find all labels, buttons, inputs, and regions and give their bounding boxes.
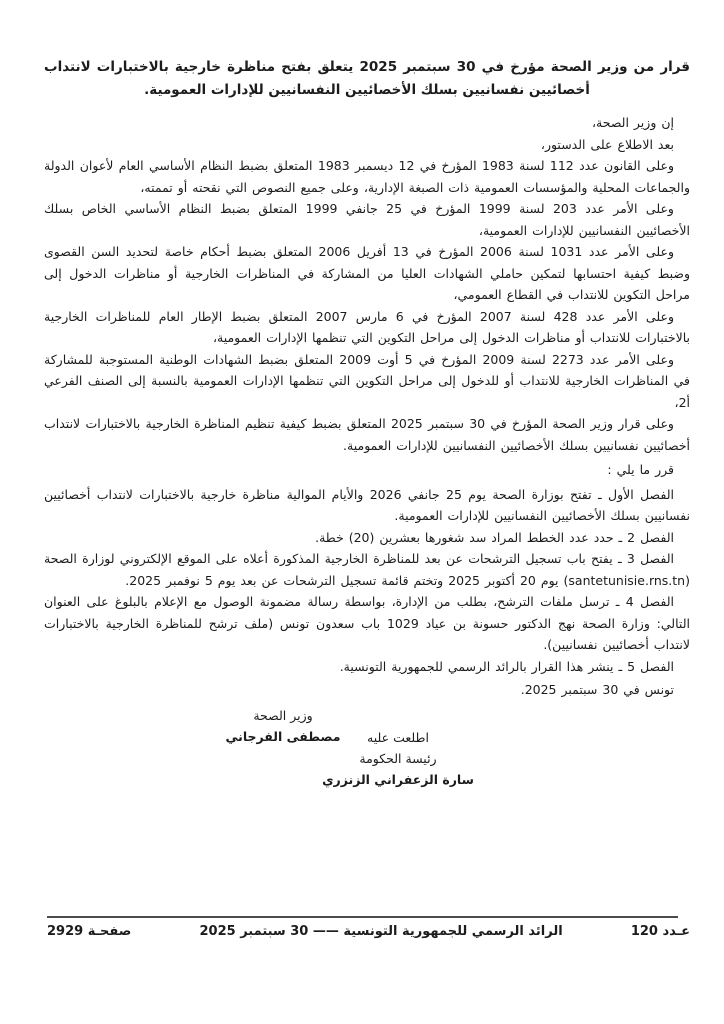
article-5: الفصل 5 ـ ينشر هذا القرار بالرائد الرسمي للجمهورية التونسية. bbox=[339, 658, 674, 674]
head-of-government-name: سارة الزعفراني الزنزري bbox=[322, 771, 474, 787]
article-3: الفصل 3 ـ يفتح باب تسجيل الترشحات عن بعد للمناظرة الخارجية المذكورة أعلاه على الموقع الإلكتروني لوزارة الصحة (santetunisie.rns.tn) يوم 20 أكتوبر 2025 وتختم قائمة تسجيل الترشحات عن بعد يوم 5 نوفمبر 2025. bbox=[44, 551, 690, 588]
page-number: صفحـة 2929 bbox=[47, 924, 132, 939]
decree-title: قرار من وزير الصحة مؤرخ في 30 سبتمبر 2025 يتعلق بفتح مناظرة خارجية بالاختبارات لانتداب أخصائيين نفسانيين بسلك الأخصائيين النفسانيين للإدارات العمومية. bbox=[44, 59, 690, 98]
preamble-minister-decision-2025: وعلى قرار وزير الصحة المؤرخ في 30 سبتمبر 2025 المتعلق بضبط كيفية تنظيم المناظرة الخارجية بالاختبارات لانتداب أخصائيين نفسانيين بسلك الأخصائيين النفسانيين للإدارات العمومية. bbox=[44, 416, 690, 453]
article-2: الفصل 2 ـ حدد عدد الخطط المراد سد شغورها بعشرين (20) خطة. bbox=[315, 529, 674, 545]
journal-title-date: الرائد الرسمي للجمهورية التونسية —— 30 سبتمبر 2025 bbox=[199, 924, 563, 939]
issue-number: عـدد 120 bbox=[630, 924, 690, 939]
footer-divider bbox=[47, 916, 678, 918]
article-1: الفصل الأول ـ تفتح بوزارة الصحة يوم 25 جانفي 2026 والأيام الموالية مناظرة خارجية بالاختبارات لانتداب أخصائيين نفسانيين بسلك الأخصائيين النفسانيين للإدارات العمومية. bbox=[44, 486, 690, 523]
decree-declaration: قرر ما يلي : bbox=[607, 462, 674, 477]
head-of-government-title: رئيسة الحكومة bbox=[359, 750, 437, 766]
preamble-order-428-2007: وعلى الأمر عدد 428 لسنة 2007 المؤرخ في 6 مارس 2007 المتعلق بضبط الإطار العام للمناظرات الخارجية بالاختبارات للانتداب أو مناظرات الدخول إلى مراحل التكوين التي تنظمها الإدارات العمومية، bbox=[44, 308, 690, 345]
decree-document bbox=[44, 56, 690, 797]
minister-name: مصطفى الفرجاني bbox=[225, 728, 341, 744]
head-of-government-signature bbox=[308, 727, 488, 790]
preamble-order-1031-2006: وعلى الأمر عدد 1031 لسنة 2006 المؤرخ في 13 أفريل 2006 المتعلق بضبط أحكام خاصة لتحديد السن القصوى وضبط كيفية احتسابها لتمكين حاملي الشهادات العليا من المشاركة في المناظرات الخارجية أو مناظرات الدخول إلى مراحل التكوين للانتداب في القطاع العمومي، bbox=[44, 244, 690, 302]
intro-constitution-line: بعد الاطلاع على الدستور، bbox=[540, 136, 674, 152]
article-4: الفصل 4 ـ ترسل ملفات الترشح، بطلب من الإدارة، بواسطة رسالة مضمونة الوصول مع الإعلام بالبلوغ على العنوان التالي: وزارة الصحة نهج الدكتور حسونة بن عياد 1029 باب سعدون تونس (ملف ترشح للمناظرة الخارجية بالاختبارات لانتداب أخصائيين نفسانيين). bbox=[44, 594, 690, 652]
preamble-law-112-1983: وعلى القانون عدد 112 لسنة 1983 المؤرخ في 12 ديسمبر 1983 المتعلق بضبط النظام الأساسي العام لأعوان الدولة والجماعات المحلية والمؤسسات العمومية ذات الصبغة الإدارية، وعلى جميع النصوص التي نقحته أو تممته، bbox=[44, 158, 690, 195]
place-date-line: تونس في 30 سبتمبر 2025. bbox=[520, 682, 674, 697]
footer-row bbox=[34, 924, 690, 939]
preamble-order-203-1999: وعلى الأمر عدد 203 لسنة 1999 المؤرخ في 25 جانفي 1999 المتعلق بضبط النظام الأساسي الخاص بسلك الأخصائيين النفسانيين للإدارات العمومية، bbox=[44, 201, 690, 238]
preamble-order-2273-2009: وعلى الأمر عدد 2273 لسنة 2009 المؤرخ في 5 أوت 2009 المتعلق بضبط الشهادات الوطنية المستوجبة للمشاركة في المناظرات الخارجية للانتداب أو للدخول إلى مراحل التكوين التي تنظمها الإدارات العمومية بالنسبة إلى الصنف الفرعي أ2، bbox=[44, 351, 690, 410]
seen-by-label: اطلعت عليه bbox=[367, 729, 429, 745]
intro-minister-line: إن وزير الصحة، bbox=[592, 115, 674, 130]
minister-title: وزير الصحة bbox=[253, 707, 313, 723]
signature-block bbox=[44, 705, 690, 797]
page-footer bbox=[34, 916, 690, 939]
